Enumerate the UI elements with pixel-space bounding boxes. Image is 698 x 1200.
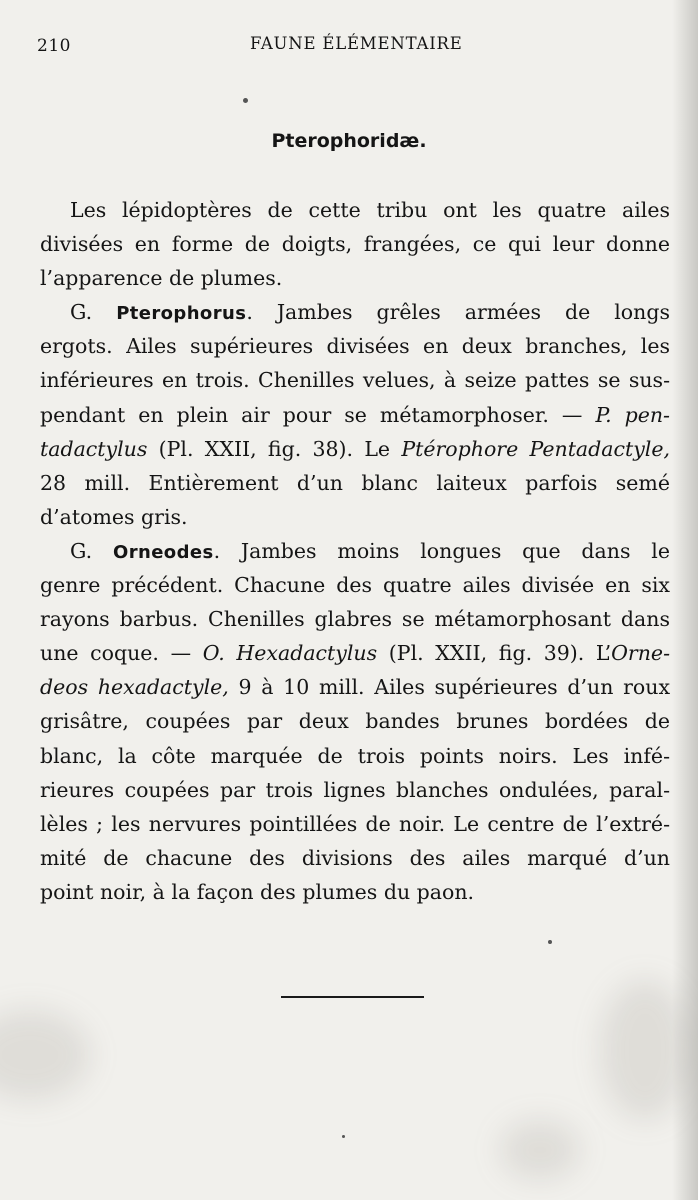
text-run: 9 à 10 mill. Ailes supérieures d’un roux <box>228 675 670 700</box>
species-name: tadactylus <box>40 436 148 461</box>
text-line <box>40 670 670 704</box>
text-run: (Pl. XXII, fig. 39). L’ <box>377 641 612 666</box>
text-run: . Jambes moins longues que dans le <box>213 538 670 563</box>
text-run: pendant en plein air pour se métamorphoser. — <box>40 402 596 427</box>
genus-prefix: G. <box>70 300 93 325</box>
text-line: grisâtre, coupées par deux bandes brunes bordées de <box>40 709 670 734</box>
common-name: Ptérophore Pentadactyle, <box>401 436 670 461</box>
text-line <box>40 432 670 466</box>
page-stain <box>600 980 690 1120</box>
page-stain <box>0 1010 90 1100</box>
ink-speck <box>243 98 248 103</box>
text-run: (Pl. XXII, fig. 38). Le <box>147 436 402 461</box>
section-end-rule <box>281 996 424 998</box>
text-line: rayons barbus. Chenilles glabres se métamorphosant dans <box>40 607 670 632</box>
text-line: genre précédent. Chacune des quatre ailes divisée en six <box>40 573 670 598</box>
running-head <box>0 34 698 60</box>
ink-speck <box>548 940 552 944</box>
text-line <box>40 398 670 432</box>
genus-prefix: G. <box>70 538 93 563</box>
ink-speck <box>342 1135 345 1138</box>
page-stain <box>500 1120 580 1180</box>
text-line: mité de chacune des divisions des ailes marqué d’un <box>40 845 670 870</box>
text-line: lèles ; les nervures pointillées de noir. Le centre de l’extré- <box>40 811 670 836</box>
text-run: une coque. — <box>40 641 203 666</box>
text-line: l’apparence de plumes. <box>40 266 283 291</box>
genus-name-pterophorus: Pterophorus <box>116 303 247 325</box>
text-line: ergots. Ailes supérieures divisées en deux branches, les <box>40 334 670 359</box>
genus-orneodes-line <box>40 534 670 568</box>
running-title: FAUNE ÉLÉMENTAIRE <box>250 34 463 53</box>
text-run: . Jambes grêles armées de longs <box>246 300 670 325</box>
text-line: divisées en forme de doigts, frangées, ce qui leur donne <box>40 232 670 257</box>
text-line: inférieures en trois. Chenilles velues, à seize pattes se sus- <box>40 368 670 393</box>
section-title: Pterophoridæ. <box>271 130 427 152</box>
genus-pterophorus-line <box>40 295 670 329</box>
text-line: d’atomes gris. <box>40 504 188 529</box>
text-line: blanc, la côte marquée de trois points noirs. Les infé- <box>40 743 670 768</box>
text-line: point noir, à la façon des plumes du paon. <box>40 879 475 904</box>
text-line: Les lépidoptères de cette tribu ont les quatre ailes <box>70 198 670 222</box>
species-name: P. pen- <box>595 402 670 427</box>
common-name: Orne- <box>611 641 670 666</box>
species-name: O. Hexadactylus <box>202 641 378 666</box>
text-line: 28 mill. Entièrement d’un blanc laiteux parfois semé <box>40 470 670 495</box>
page-number: 210 <box>37 36 71 56</box>
text-line: rieures coupées par trois lignes blanches ondulées, paral- <box>40 777 670 802</box>
genus-name-orneodes: Orneodes <box>113 541 214 563</box>
body-text <box>40 193 670 909</box>
text-line <box>40 636 670 670</box>
common-name: deos hexadactyle, <box>40 675 229 700</box>
